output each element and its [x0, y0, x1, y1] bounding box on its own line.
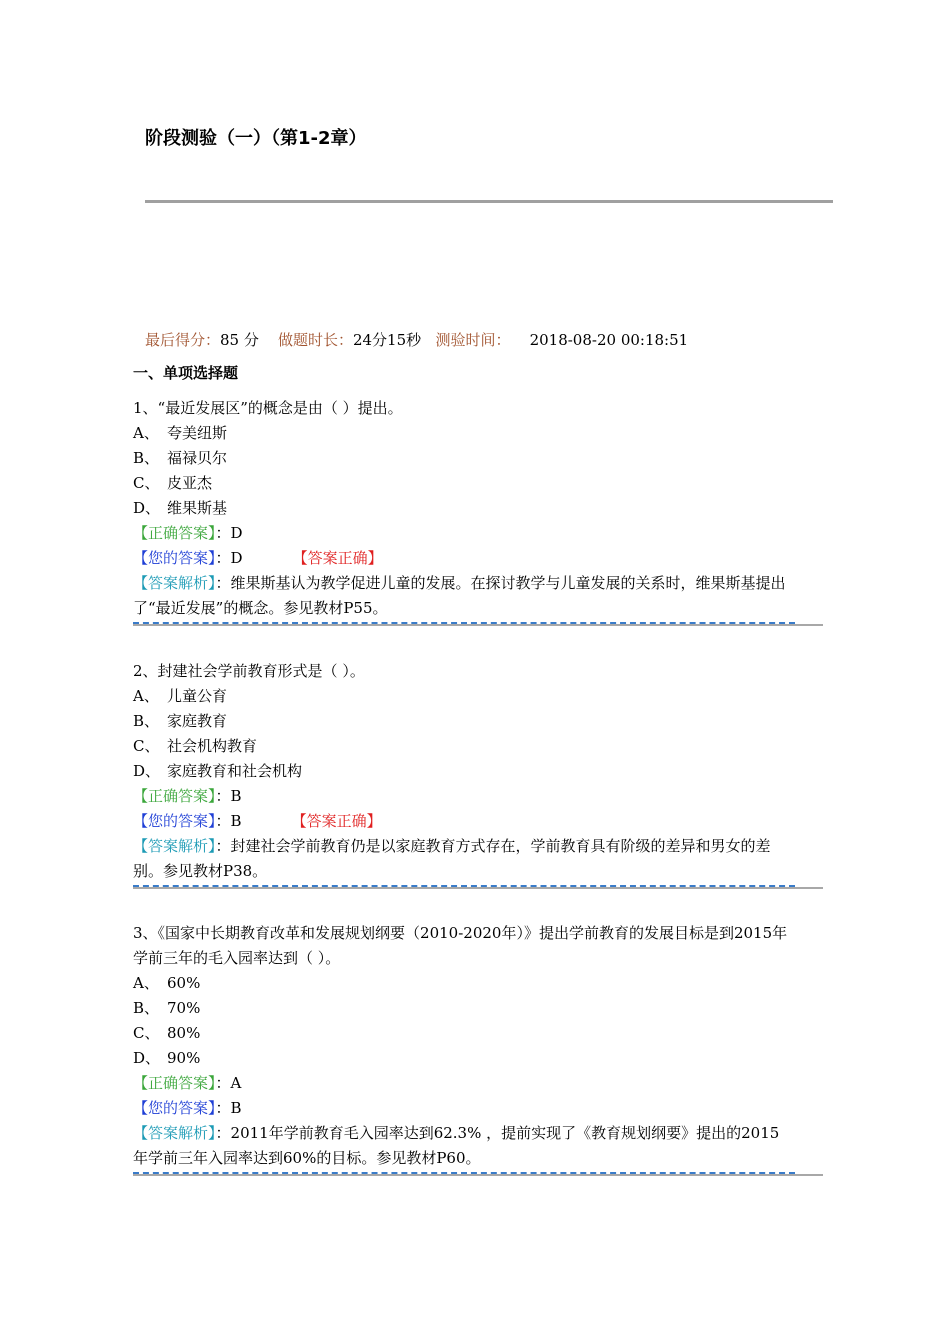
your-answer-label: 【您的答案】	[133, 1099, 216, 1117]
question-divider	[133, 887, 823, 889]
separator: ：	[215, 812, 231, 830]
option-text: 家庭教育和社会机构	[167, 762, 303, 780]
page-title: 阶段测验（一）（第1-2章）	[145, 128, 367, 149]
result-summary	[145, 329, 688, 350]
option-text: 皮亚杰	[167, 474, 213, 492]
explanation-label: 【答案解析】	[133, 1124, 216, 1142]
option-a	[133, 971, 823, 996]
question-1	[133, 396, 823, 626]
option-text: 70%	[167, 999, 201, 1017]
option-c	[133, 1021, 823, 1046]
option-text: 社会机构教育	[167, 737, 258, 755]
correct-answer-label: 【正确答案】	[133, 1074, 216, 1092]
explanation-label: 【答案解析】	[133, 574, 216, 592]
option-letter: C、	[133, 1024, 160, 1042]
option-c	[133, 471, 823, 496]
option-b	[133, 996, 823, 1021]
separator: ：	[215, 574, 231, 592]
option-text: 80%	[167, 1024, 201, 1042]
your-answer-label: 【您的答案】	[133, 549, 216, 567]
explanation	[133, 571, 789, 621]
score-value: 85 分	[220, 331, 259, 349]
correct-answer-label: 【正确答案】	[133, 787, 216, 805]
option-text: 维果斯基	[167, 499, 228, 517]
question-divider	[133, 624, 823, 626]
correct-answer-value: A	[230, 1074, 242, 1092]
correct-answer-row	[133, 521, 823, 546]
duration-value: 24分15秒	[352, 331, 422, 349]
test-time-value: 2018-08-20 00:18:51	[529, 331, 689, 349]
your-answer-label: 【您的答案】	[133, 812, 216, 830]
option-d	[133, 1046, 823, 1071]
option-letter: A、	[133, 974, 159, 992]
option-d	[133, 496, 823, 521]
question-2	[133, 659, 823, 889]
separator: ：	[215, 1074, 231, 1092]
your-answer-row	[133, 809, 823, 834]
option-letter: A、	[133, 687, 159, 705]
score-label: 最后得分：	[145, 331, 221, 349]
explanation	[133, 1121, 789, 1171]
explanation-text: 封建社会学前教育仍是以家庭教育方式存在，学前教育具有阶级的差异和男女的差别。参见教材P38。	[133, 837, 771, 880]
option-b	[133, 446, 823, 471]
option-letter: B、	[133, 712, 160, 730]
section-heading: 一、单项选择题	[133, 364, 239, 382]
your-answer-row	[133, 1096, 823, 1121]
explanation	[133, 834, 789, 884]
option-c	[133, 734, 823, 759]
your-answer-value: D	[230, 549, 243, 567]
option-a	[133, 421, 823, 446]
option-letter: B、	[133, 449, 160, 467]
question-divider	[133, 1174, 823, 1176]
correct-answer-row	[133, 784, 823, 809]
your-answer-row	[133, 546, 823, 571]
answer-verdict: 【答案正确】	[291, 812, 382, 830]
separator: ：	[215, 1124, 231, 1142]
question-stem: 3、《国家中长期教育改革和发展规划纲要（2010-2020年）》提出学前教育的发展目标是到2015年学前三年的毛入园率达到（ ）。	[133, 924, 788, 967]
option-a	[133, 684, 823, 709]
separator: ：	[215, 524, 231, 542]
correct-answer-value: B	[230, 787, 242, 805]
correct-answer-value: D	[230, 524, 243, 542]
correct-answer-label: 【正确答案】	[133, 524, 216, 542]
explanation-label: 【答案解析】	[133, 837, 216, 855]
correct-answer-row	[133, 1071, 823, 1096]
option-text: 60%	[167, 974, 201, 992]
question-stem: 1、“最近发展区”的概念是由（ ）提出。	[133, 399, 403, 417]
question-3	[133, 921, 823, 1176]
option-text: 福禄贝尔	[167, 449, 228, 467]
your-answer-value: B	[230, 812, 242, 830]
option-letter: B、	[133, 999, 160, 1017]
option-text: 90%	[167, 1049, 201, 1067]
title-divider	[145, 200, 833, 203]
separator: ：	[215, 1099, 231, 1117]
option-text: 家庭教育	[167, 712, 228, 730]
test-time-label: 测验时间：	[435, 331, 511, 349]
explanation-text: 2011年学前教育毛入园率达到62.3% ，提前实现了《教育规划纲要》提出的2015年学前三年入园率达到60%的目标。参见教材P60。	[133, 1124, 780, 1167]
separator: ：	[215, 787, 231, 805]
answer-verdict: 【答案正确】	[292, 549, 383, 567]
option-text: 儿童公育	[167, 687, 228, 705]
explanation-text: 维果斯基认为教学促进儿童的发展。在探讨教学与儿童发展的关系时，维果斯基提出了“最近发展”的概念。参见教材P55。	[133, 574, 786, 617]
option-letter: A、	[133, 424, 159, 442]
question-stem: 2、封建社会学前教育形式是（ ）。	[133, 662, 365, 680]
separator: ：	[215, 549, 231, 567]
option-letter: C、	[133, 474, 160, 492]
your-answer-value: B	[230, 1099, 242, 1117]
option-letter: D、	[133, 499, 161, 517]
option-d	[133, 759, 823, 784]
duration-label: 做题时长：	[277, 331, 353, 349]
option-letter: D、	[133, 762, 161, 780]
option-letter: C、	[133, 737, 160, 755]
option-b	[133, 709, 823, 734]
option-text: 夸美纽斯	[167, 424, 228, 442]
option-letter: D、	[133, 1049, 161, 1067]
separator: ：	[215, 837, 231, 855]
